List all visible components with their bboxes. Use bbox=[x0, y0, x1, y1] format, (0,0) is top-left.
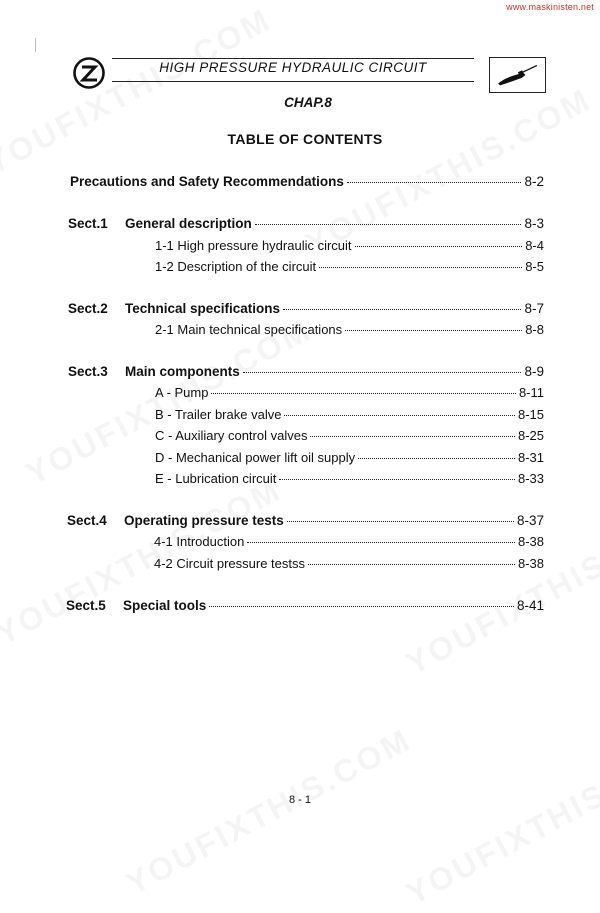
toc-entry-label: Operating pressure tests bbox=[124, 513, 284, 528]
grease-gun-icon bbox=[489, 57, 546, 93]
toc-entry-label: Special tools bbox=[123, 598, 207, 613]
toc-entry-label: E - Lubrication circuit bbox=[155, 471, 277, 486]
toc-entry-label: D - Mechanical power lift oil supply bbox=[155, 450, 356, 465]
dot-leader bbox=[345, 330, 522, 331]
dot-leader bbox=[284, 415, 515, 416]
toc-entry-page: 8-38 bbox=[517, 534, 544, 549]
watermark-url: www.maskinisten.net bbox=[506, 2, 594, 12]
dot-leader bbox=[243, 372, 522, 373]
dot-leader bbox=[283, 309, 521, 310]
dot-leader bbox=[211, 393, 515, 394]
chapter-label: CHAP.8 bbox=[284, 95, 332, 110]
toc-entry[interactable] bbox=[70, 174, 544, 189]
toc-entry[interactable] bbox=[67, 513, 544, 528]
toc-entry-label: C - Auxiliary control valves bbox=[155, 428, 308, 443]
watermark-text bbox=[400, 501, 600, 683]
dot-leader bbox=[358, 458, 515, 459]
dot-leader bbox=[355, 246, 523, 247]
toc-heading: TABLE OF CONTENTS bbox=[227, 131, 383, 147]
dot-leader bbox=[308, 564, 515, 565]
toc-entry[interactable] bbox=[155, 385, 544, 400]
toc-entry-page: 8-33 bbox=[517, 471, 544, 486]
toc-section-number: Sect.5 bbox=[66, 598, 106, 613]
toc-entry-label: 4-1 Introduction bbox=[154, 534, 245, 549]
brand-logo-icon bbox=[72, 56, 106, 90]
header-rule-bottom bbox=[112, 81, 474, 82]
toc-entry-page: 8-11 bbox=[518, 385, 544, 400]
toc-entry[interactable] bbox=[66, 598, 544, 613]
dot-leader bbox=[347, 182, 522, 183]
page-number: 8 - 1 bbox=[288, 794, 311, 806]
toc-entry-page: 8-38 bbox=[517, 556, 544, 571]
dot-leader bbox=[279, 479, 515, 480]
toc-entry[interactable] bbox=[155, 450, 544, 465]
toc-entry[interactable] bbox=[68, 364, 544, 379]
toc-entry[interactable] bbox=[155, 238, 544, 253]
toc-entry-page: 8-8 bbox=[525, 322, 544, 337]
toc-entry[interactable] bbox=[155, 428, 544, 443]
dot-leader bbox=[287, 521, 514, 522]
toc-entry-page: 8-15 bbox=[517, 407, 544, 422]
dot-leader bbox=[310, 436, 515, 437]
watermark-text bbox=[20, 311, 318, 493]
toc-entry[interactable] bbox=[68, 216, 544, 231]
watermark-text bbox=[120, 721, 418, 903]
toc-entry-label: 2-1 Main technical specifications bbox=[155, 322, 343, 337]
toc-entry[interactable] bbox=[154, 534, 544, 549]
toc-entry-page: 8-37 bbox=[516, 513, 544, 528]
toc-entry[interactable] bbox=[155, 322, 544, 337]
toc-entry-page: 8-2 bbox=[524, 174, 544, 189]
toc-entry-label: Main components bbox=[125, 364, 240, 379]
dot-leader bbox=[209, 606, 514, 607]
toc-entry-page: 8-5 bbox=[525, 259, 544, 274]
header-rule-top bbox=[112, 58, 474, 59]
toc-section-number: Sect.4 bbox=[67, 513, 107, 528]
toc-entry-page: 8-3 bbox=[524, 216, 544, 231]
header-title: HIGH PRESSURE HYDRAULIC CIRCUIT bbox=[159, 60, 427, 75]
dot-leader bbox=[319, 267, 522, 268]
toc-entry[interactable] bbox=[155, 407, 544, 422]
toc-section-number: Sect.1 bbox=[68, 216, 108, 231]
toc-entry-label: Precautions and Safety Recommendations bbox=[70, 174, 344, 189]
toc-entry[interactable] bbox=[155, 471, 544, 486]
toc-entry-label: 1-2 Description of the circuit bbox=[155, 259, 317, 274]
toc-entry-label: General description bbox=[125, 216, 252, 231]
toc-entry[interactable] bbox=[155, 259, 544, 274]
toc-entry-label: B - Trailer brake valve bbox=[155, 407, 282, 422]
toc-section-number: Sect.3 bbox=[68, 364, 108, 379]
toc-entry-page: 8-7 bbox=[524, 301, 544, 316]
toc-entry-page: 8-9 bbox=[524, 364, 544, 379]
toc-entry-label: 1-1 High pressure hydraulic circuit bbox=[155, 238, 352, 253]
toc-entry-page: 8-25 bbox=[517, 428, 544, 443]
dot-leader bbox=[255, 224, 522, 225]
toc-entry-label: A - Pump bbox=[155, 385, 209, 400]
toc-entry-page: 8-4 bbox=[525, 238, 544, 253]
toc-entry[interactable] bbox=[68, 301, 544, 316]
toc-entry-label: Technical specifications bbox=[125, 301, 281, 316]
margin-mark bbox=[35, 38, 36, 52]
toc-entry-page: 8-31 bbox=[517, 450, 544, 465]
toc-section-number: Sect.2 bbox=[68, 301, 108, 316]
toc-entry-label: 4-2 Circuit pressure testss bbox=[154, 556, 305, 571]
watermark-text bbox=[400, 731, 600, 913]
toc-entry-page: 8-41 bbox=[516, 598, 544, 613]
dot-leader bbox=[247, 542, 515, 543]
watermark-text bbox=[0, 1, 278, 183]
toc-entry[interactable] bbox=[154, 556, 544, 571]
